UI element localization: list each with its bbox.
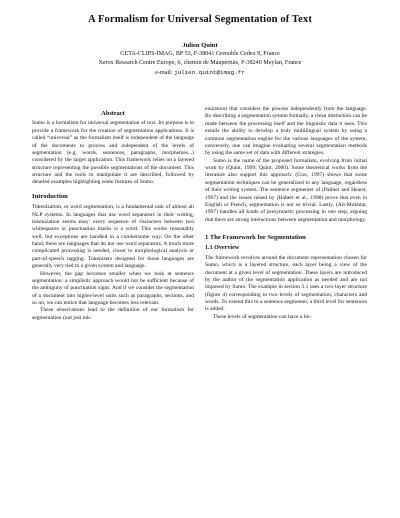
overview-paragraph-1: The framework revolves around the document representation chosen for Sumo, which is a layered structure, each layer being a view of the document at a given level of segmentation. These layers are introduced by the author of the segmentation application as needed and are not imposed by Sumo. The example in section 3.1 uses a two-layer structure (figure 4) corresponding to two levels of segmentation, characters and words. To extend this to a sentence segmenter, a third level for sentences is added. [205,254,367,313]
email-address[interactable]: julien.quint@imag.fr [174,69,245,76]
abstract-heading: Abstract [101,110,125,117]
email-label: e-mail: [155,70,173,76]
introduction-paragraph-2: However, the gap becomes smaller when we look at sentence segmentation: a simplistic approach would not be sufficient because of the ambiguity of punctuation signs. And if we consider the segmentation of a document into higher-level units such as paragraphs, sections, and so on, we can notice that language becomes less relevant. [32,270,194,306]
introduction-heading: Introduction [32,192,68,200]
left-column [32,110,194,322]
introduction-paragraph-4: Sumo is the name of the proposed formalism, evolving from initial work by (Quint, 1999; Quint, 2000). Some theoretical works from the literature also support this approach: (Guo, 1997) shows that some segmentation techniques can be generalized to any language, regardless of their writing system. The sentence segmenter of (Palmer and Hearst, 1997) and the issues raised by (Habert et al., 1998) prove that even in English or French, segmentation is not so trivial. Lastly, (Aït-Mokhtar, 1997) handles all kinds of presyntactic processing in one step, arguing that there are strong interactions between segmentation and morphology. [205,157,367,223]
affiliation-xerox: Xerox Research Centre Europe, 6, chemin de Maupertuis, F-38240 Meylan, France [98,60,302,66]
email-line [0,68,400,78]
author-name: Julien Quint [182,42,218,49]
introduction-paragraph-3: These observations lead to the definition of our formalism for segmentation (not just tok- [32,307,194,321]
paper-title: A Formalism for Universal Segmentation of Text [88,14,312,25]
abstract-text: Sumo is a formalism for universal segmentation of text. Its purpose is to provide a framework for the creation of segmentation applications. It is called “universal” as the formalism itself is independent of the language of the documents to process and independent of the levels of segmentation (e.g. words, sentences, paragraphs, morphemes...) considered by the target application. This framework relies on a layered structure representing the possible segmentations of the document. This structure and the tools to manipulate it are described, followed by detailed examples highlighting some features of Sumo. [32,120,194,186]
right-column [205,106,367,321]
introduction-paragraph-3-continued: enization) that considers the process independently from the language. By describing a segmentation system formally, a clean distinction can be made between the processing itself and the linguistic data it uses. This entails the ability to develop a truly multilingual system by using a common segmentation engine for the various languages of the system; conversely, one can imagine evaluating several segmentation methods by using the same set of data with different strategies. [205,106,367,157]
overview-paragraph-2: These levels of segmentation can have a lin- [213,313,312,320]
section-1-1-heading: 1.1 Overview [205,245,240,252]
section-1-heading: 1 The Framework for Segmentation [205,234,306,241]
affiliation-geta: GETA-CLIPS-IMAG, BP 53, F-38041 Grenoble Cedex 9, France [120,51,280,57]
author-block [0,41,400,78]
introduction-paragraph-1: Tokenization, or word segmentation, is a fundamental task of almost all NLP systems. In languages that use word separators in their writing, tokenization seems easy: every sequence of characters between two whitespaces or punctuation marks is a word. This works reasonably well, but exceptions are handled in a cumbersome way. On the other hand, there are languages that do not use word separators. A much more complicated processing is needed, closer to morphological analysis or part-of-speech tagging. Tokenizers designed for those languages are generally very tied to a given system and language. [32,204,194,270]
